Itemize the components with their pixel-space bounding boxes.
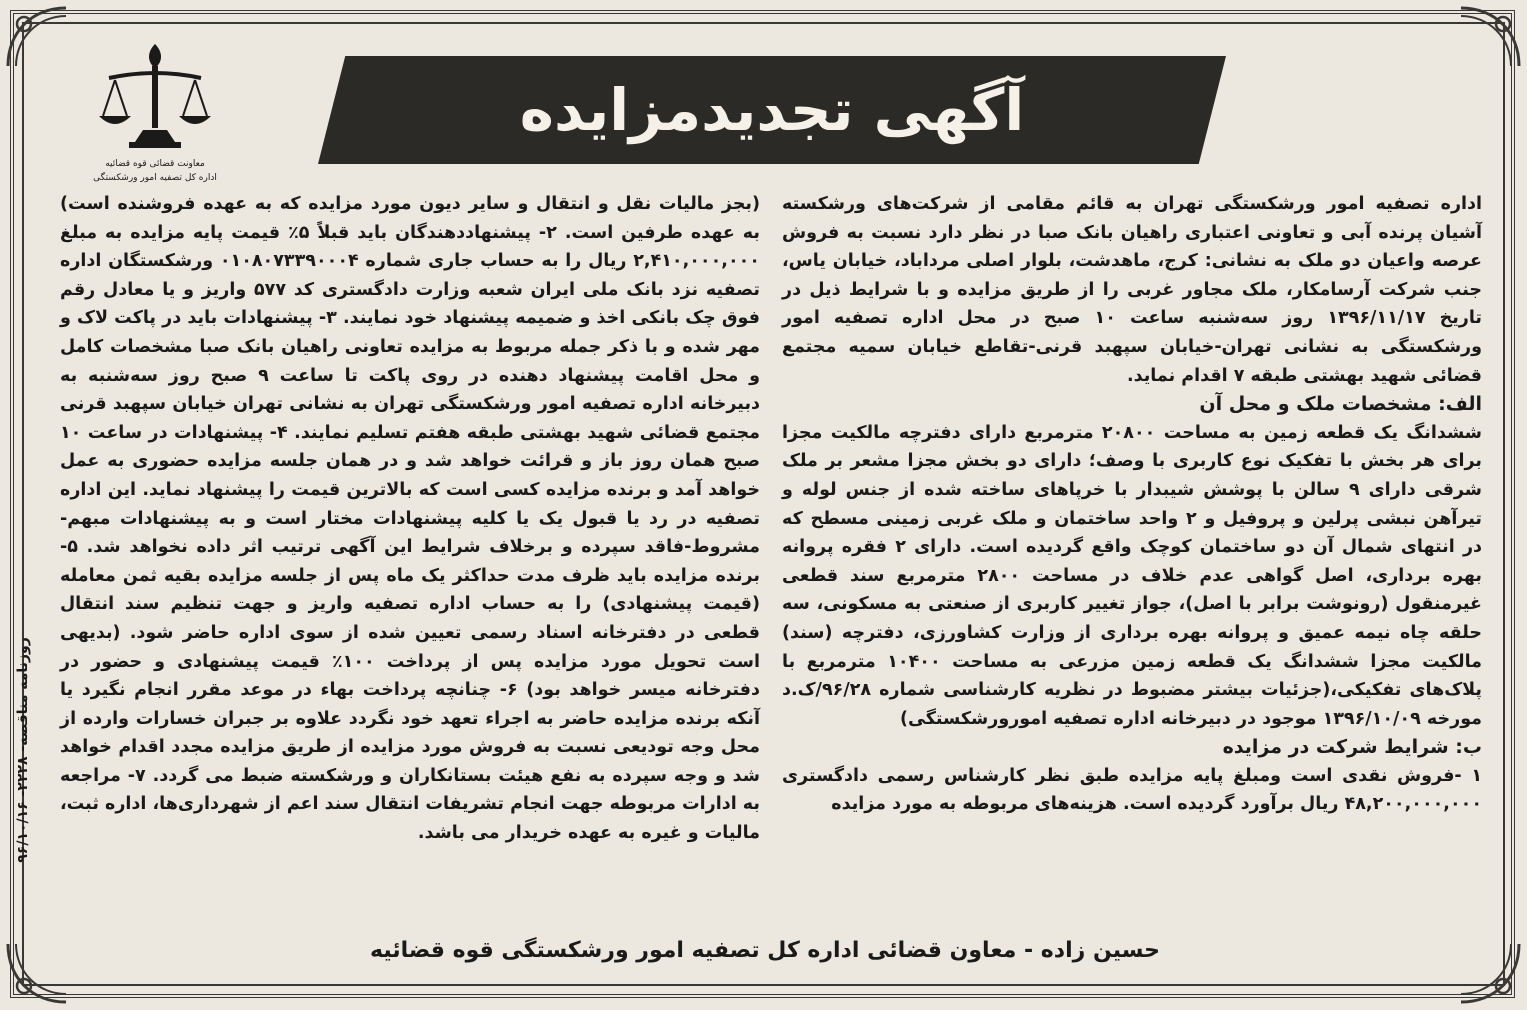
judiciary-scales-icon — [95, 38, 215, 156]
corner-ornament-icon — [1455, 2, 1525, 72]
intro-paragraph — [782, 190, 1482, 390]
section-b-heading: ب: شرایط شرکت در مزایده — [1222, 736, 1482, 759]
emblem-caption-line1: معاونت قضائی قوه قضائیه — [105, 159, 205, 169]
section-a-text: ششدانگ یک قطعه زمین به مساحت ۲۰۸۰۰ مترمربع دارای دفترچه مالکیت مجزا برای هر بخش با تفکیک نوع کاربری با وصف؛ دارای دو بخش مجزا مشعر بر ملک شرقی دارای ۹ سالن با پوشش شیبدار با خرپاهای ساخته شده از جنس لوله و تیرآهن نبشی پرلین و پروفیل و ۲ واحد ساختمان و ملک غربی زمینی مسطح که در انتهای شمال آن دو ساختمان کوچک واقع گردیده است. دارای ۲ فقره پروانه بهره برداری، اصل گواهی عدم خلاف در مساحت ۲۸۰۰ مترمربع سند قطعی غیرمنقول (رونوشت برابر با اصل)، جواز تغییر کاربری از صنعتی به مسکونی، سه حلقه چاه نیمه عمیق و پروانه بهره برداری از وزارت کشاورزی، دفترچه (سند) مالکیت مجزا ششدانگ یک قطعه زمین مزرعی به مساحت ۱۰۴۰۰ مترمربع با پلاک‌های تفکیکی،(جزئیات بیشتر مضبوط در نظریه کارشناسی شماره ۹۶/۲۸/ک.د مورخه ۱۳۹۶/۱۰/۰۹ موجود در دبیرخانه اداره تصفیه امورورشکستگی) — [782, 422, 1483, 729]
intro-lead: اداره تصفیه امور ورشکستگی تهران — [1153, 194, 1482, 214]
left-column — [60, 190, 760, 848]
signature: حسین زاده - معاون قضائی اداره کل تصفیه امور ورشکستگی قوه قضائیه — [370, 938, 1160, 963]
conditions-text: (بجز مالیات نقل و انتقال و سایر دیون مورد مزایده که به عهده فروشنده است) به عهده طرفین است. ۲- پیشنهاددهندگان باید قبلاً ۵٪ قیمت پایه مزایده به مبلغ ۲,۴۱۰,۰۰۰,۰۰۰ ریال را به حساب جاری شماره ۰۱۰۸۰۷۳۳۹۰۰۰۴ ورشکستگان اداره تصفیه نزد بانک ملی ایران شعبه وزارت دادگستری کد ۵۷۷ واریز و یا معادل رقم فوق چک بانکی اخذ و ضمیمه پیشنهاد خود نمایند. ۳- پیشنهادات باید در پاکت لاک و مهر شده و با ذکر جمله مربوط به مزایده تعاونی راهیان بانک صبا مشخصات کامل و محل اقامت پیشنهاد دهنده در روی پاکت تا ساعت ۹ صبح روز سه‌شنبه به دبیرخانه اداره تصفیه امور ورشکستگی تهران به نشانی تهران خیابان سپهبد قرنی مجتمع قضائی شهید بهشتی طبقه هفتم تسلیم نمایند. ۴- پیشنهادات در ساعت ۱۰ صبح همان روز باز و قرائت خواهد شد و در همان جلسه مزایده حضوری به عمل خواهد آمد و برنده مزایده کسی است که بالاترین قیمت را پیشنهاد نماید. این اداره تصفیه در رد یا قبول یک یا کلیه پیشنهادات مختار است و به پیشنهادات مبهم-مشروط-فاقد سپرده و برخلاف شرایط این آگهی ترتیب اثر داده نخواهد شد. ۵- برنده مزایده باید ظرف مدت حداکثر یک ماه پس از جلسه مزایده بقیه ثمن معامله (قیمت پیشنهادی) را به حساب اداره تصفیه واریز و جهت تنظیم سند انتقال قطعی در دفترخانه اسناد رسمی تعیین شده از سوی اداره حاضر شود. (بدیهی است تحویل مورد مزایده پس از پرداخت ۱۰۰٪ قیمت پیشنهادی و حضور در دفترخانه میسر خواهد بود) ۶- چنانچه پرداخت بهاء در موعد مقرر انجام نگیرد یا آنکه برنده مزایده حاضر به اجراء تعهد خود نگردد علاوه بر جبران خسارات وارده از محل وجه تودیعی نسبت به فروش مورد مزایده از طریق مزایده مجدد اقدام خواهد شد و وجه سپرده به نفع هیئت بستانکاران و ورشکسته ضبط می گردد. ۷- مراجعه به ادارات مربوطه جهت انجام تشریفات انتقال سند اعم از شهرداری‌ها، اداره ثبت، مالیات و غیره به عهده خریدار می باشد. — [60, 194, 760, 844]
section-b-text: ۱ -فروش نقدی است ومبلغ پایه مزایده طبق نظر کارشناس رسمی دادگستری ۴۸,۲۰۰,۰۰۰,۰۰۰ ریال برآورد گردیده است. هزینه‌های مربوطه به مورد مزایده — [782, 765, 1482, 815]
corner-ornament-icon — [2, 2, 72, 72]
section-a-heading: الف: مشخصات ملک و محل آن — [1199, 393, 1482, 416]
intro-text: به قائم مقامی از شرکت‌های ورشکسته آشیان پرنده آبی و تعاونی اعتباری راهیان بانک صبا در نظر دارد نسبت به فروش عرصه واعیان دو ملک به نشانی: کرج، ماهدشت، بلوار اصلی مرداباد، خیابان یاس، جنب شرکت آرسامکار، ملک مجاور غربی را از طریق مزایده و با شرایط ذیل در تاریخ ۱۳۹۶/۱۱/۱۷ روز سه‌شنبه ساعت ۱۰ صبح در محل اداره تصفیه امور ورشکستگی به نشانی تهران-خیابان سپهبد قرنی-تقاطع خیابان سمیه مجتمع قضائی شهید بهشتی طبقه ۷ اقدام نماید. — [782, 194, 1482, 386]
corner-ornament-icon — [2, 938, 72, 1008]
side-note — [8, 560, 38, 940]
side-note-text: روزنامه مناقصه- ۲۲۲۸- ۹۶/۱۰/۱۶ — [15, 637, 31, 863]
page-title: آگهی تجدیدمزایده — [519, 76, 1025, 144]
emblem — [80, 38, 230, 198]
emblem-caption-line2: اداره کل تصفیه امور ورشکستگی — [93, 173, 217, 183]
corner-ornament-icon — [1455, 938, 1525, 1008]
right-column — [782, 190, 1482, 819]
